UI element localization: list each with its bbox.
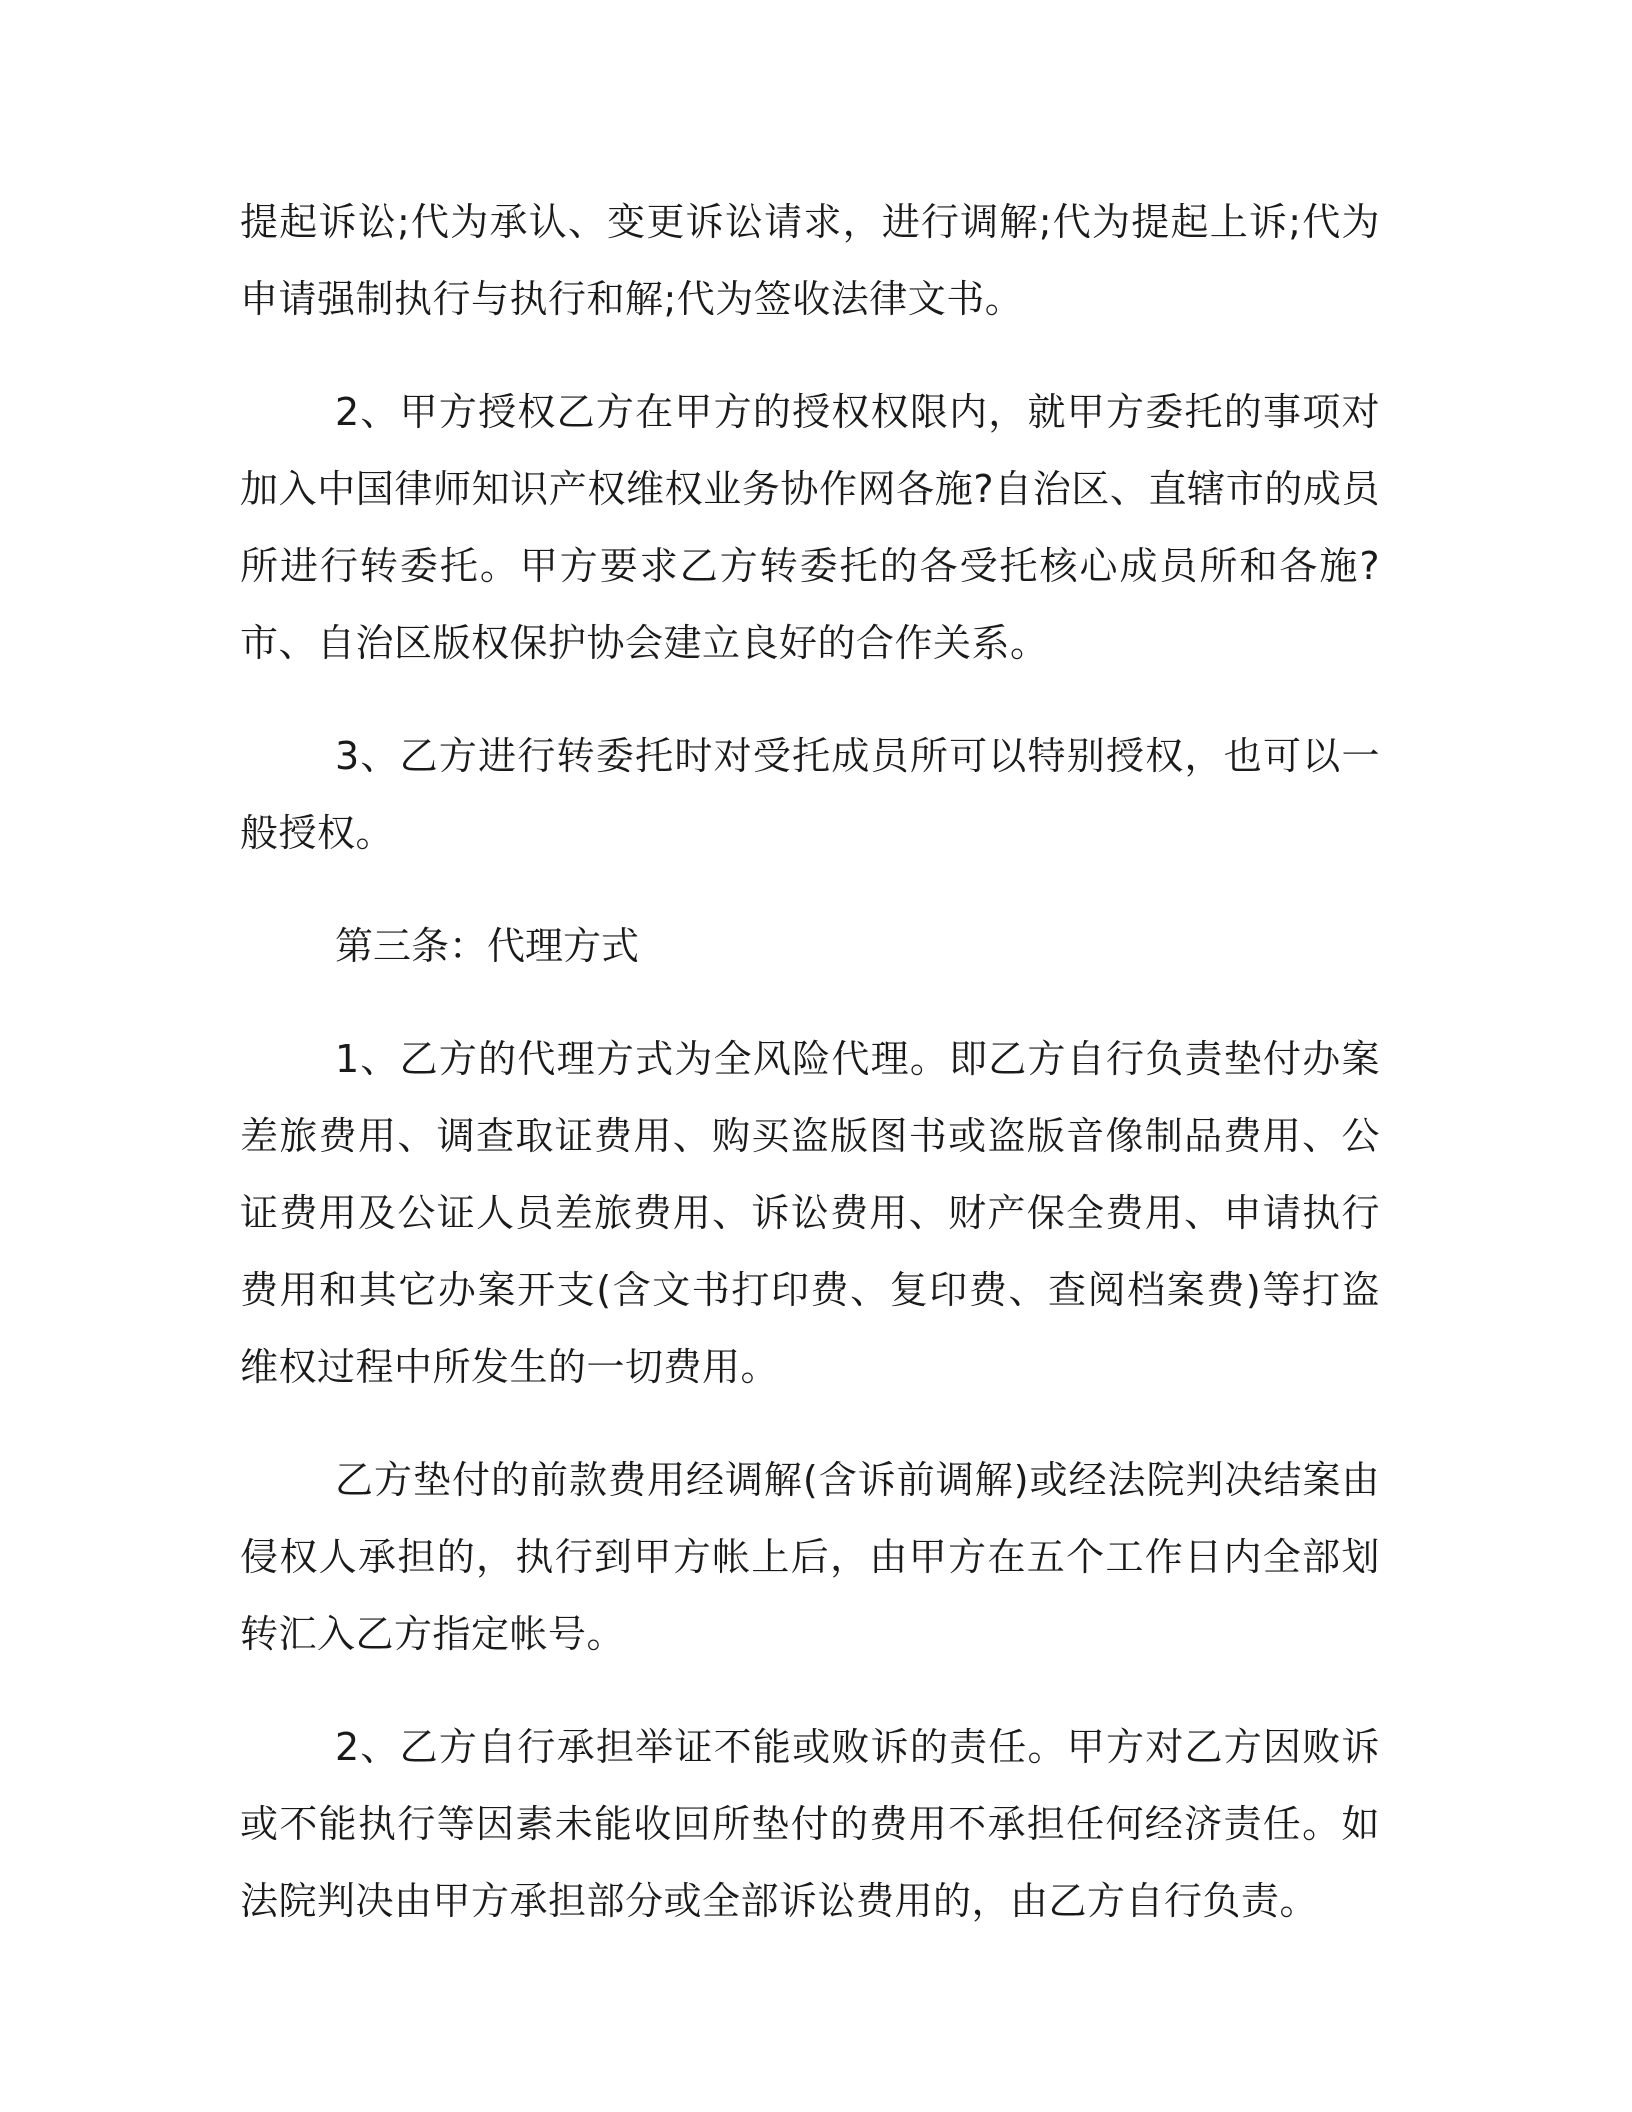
paragraph-continuation: 提起诉讼;代为承认、变更诉讼请求，进行调解;代为提起上诉;代为申请强制执行与执行和解;代为签收法律文书。 bbox=[240, 200, 1380, 321]
paragraph-agency-2: 2、乙方自行承担举证不能或败诉的责任。甲方对乙方因败诉或不能执行等因素未能收回所垫付的费用不承担任何经济责任。如法院判决由甲方承担部分或全部诉讼费用的，由乙方自行负责。 bbox=[240, 1725, 1380, 1923]
section-heading: 第三条：代理方式 bbox=[335, 924, 640, 968]
paragraph-advance-fees: 乙方垫付的前款费用经调解(含诉前调解)或经法院判决结案由侵权人承担的，执行到甲方帐上后，由甲方在五个工作日内全部划转汇入乙方指定帐号。 bbox=[240, 1458, 1380, 1656]
paragraph-clause-2: 2、甲方授权乙方在甲方的授权权限内，就甲方委托的事项对加入中国律师知识产权维权业务协作网各施?自治区、直辖市的成员所进行转委托。甲方要求乙方转委托的各受托核心成员所和各施?市、自治区版权保护协会建立良好的合作关系。 bbox=[240, 390, 1380, 665]
document-body bbox=[240, 184, 1380, 1976]
paragraph-clause-3: 3、乙方进行转委托时对受托成员所可以特别授权，也可以一般授权。 bbox=[240, 734, 1380, 855]
paragraph-agency-1: 1、乙方的代理方式为全风险代理。即乙方自行负责垫付办案差旅费用、调查取证费用、购买盗版图书或盗版音像制品费用、公证费用及公证人员差旅费用、诉讼费用、财产保全费用、申请执行费用和其它办案开支(含文书打印费、复印费、查阅档案费)等打盗维权过程中所发生的一切费用。 bbox=[240, 1037, 1380, 1389]
